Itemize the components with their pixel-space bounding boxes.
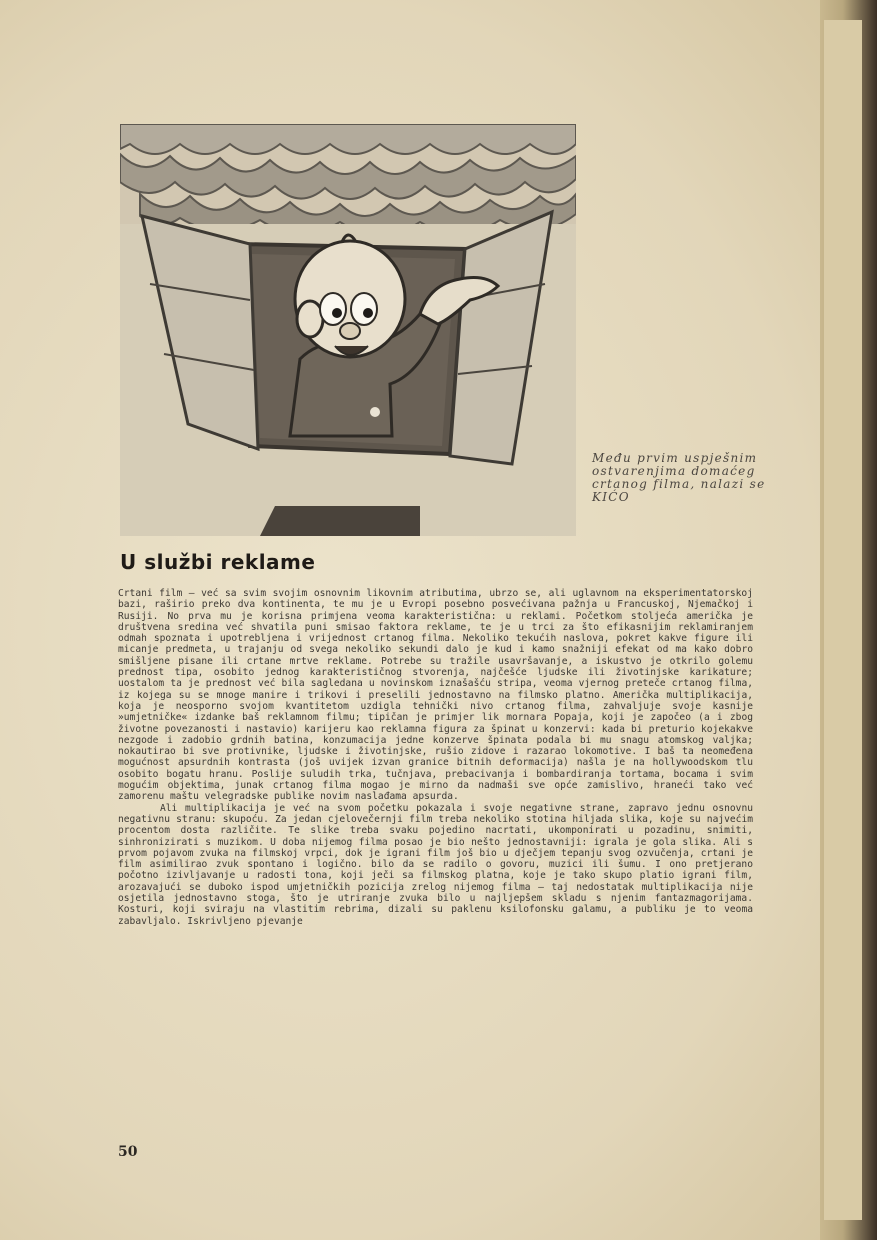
- illustration-caption: Među prvim uspješnim ostvarenjima domaćeg crtanog filma, nalazi se KIĆO: [592, 451, 766, 504]
- paragraph: Crtani film — već sa svim svojim osnovnim likovnim atributima, ubrzo se, ali uglavnom na eksperimentatorskoj bazi, raširio preko dva kontinenta, te mu je u Evropi posebno posvećivana pažnja u Francuskoj, Njemačkoj i Rusiji. No prva mu je korisna primjena veoma karakteristična: u reklami. Početkom stoljeća američka je društvena sredina već shvatila puni smisao faktora reklame, te je u trci za što efikasnijim reklamiranjem odmah spoznata i upotrebljena i vrijednost crtanog filma. Nekoliko tekućih naslova, pokret kakve figure ili micanje predmeta, u trajanju od svega nekoliko sekundi dalo je kud i kamo snažniji efekat od ma kako dobro smišljene pisane ili crtane mrtve reklame. Potrebe su tražile usavršavanje, a iskustvo je otkrilo golemu prednost tipa, osobito jednog karakterističnog stvorenja, najčešće ljudske ili životinjske karikature; uostalom ta je prednost već bila sagledana u novinskom iznašašću stripa, veoma vjernog preteče crtanog filma, iz kojega su se mnoge manire i trikovi i preselili jednostavno na filmsko platno. Američka multiplikacija, koja je neosporno svojom kvantitetom uzdigla tehnički nivo crtanog filma, zahvaljuje svoje kasnije »umjetničke« izdanke baš reklamnom filmu; tipičan je primjer lik mornara Popaja, koji je započeo (a i zbog životne povezanosti i nastavio) karijeru kao reklamna figura za špinat u konzervi: kada bi preturio kojekakve nezgode i zadobio grdnih batina, konzumacija jedne konzerve špinata podala bi mu snagu atomskog valjka; nokautirao bi sve protivnike, ljudske i životinjske, rušio zidove i razarao lokomotive. I baš ta neomeđena mogućnost apsurdnih kontrasta (još uvijek izvan granice bitnih deformacija) našla je na hollywoodskom tlu osobito bogatu hranu. Poslije suludih trka, tučnjava, prebacivanja i bombardiranja tortama, bocama i svim mogućim objektima, junak crtanog filma mogao je mirno da nadmaši sve opće zamislivo, hranеći tako već zamorenu maštu velegradske publike novim naslađama apsurda.: [118, 588, 753, 803]
- cartoon-illustration: [120, 124, 576, 536]
- section-title: U službi reklame: [120, 550, 316, 574]
- article-body: [118, 588, 753, 1144]
- next-page-edge: [820, 0, 877, 1240]
- page-number: 50: [118, 1144, 138, 1160]
- cartoon-character-in-window-icon: [120, 124, 576, 536]
- paragraph: Ali multiplikacija je već na svom početku pokazala i svoje negativne strane, zapravo jednu osnovnu negativnu stranu: skupoću. Za jedan cjelovečernji film treba nekoliko stotina hiljada slika, koje su najvećim procentom dosta različite. Te slike treba svaku pojedino nacrtati, ukomponirati u pozadinu, snimiti, sinhronizirati s muzikom. U doba nijemog filma posao je bio nešto jednostavniji: igrala je gola slika. Ali s prvom pojavom zvuka na filmskoj vrpci, dok je igrani film još bio u dječjem tepanju svog ozvučenja, crtani je film asimilirao zvuk spontano i logično. bilo da se radilo o govoru, muzici ili šumu. I ono pretjerano počotno izivljavanje u radosti tona, koji ječi sa filmskog platna, koje je tako skupo platio igrani film, arozavajući se duboko ispod umjetničkih pozicija zrelog nijemog filma — taj nedostatak multiplikacija nije osjetila jednostavno stoga, što je utriranje zvuka bilo u najljepšem skladu s njenim fantazmagorijama. Kosturi, koji sviraju na vlastitim rebrima, dizali su paklenu ksilofonsku galamu, a publiku je to veoma zabavljalo. Iskrivljeno pjevanje: [118, 802, 753, 927]
- page-strip: [824, 20, 862, 1220]
